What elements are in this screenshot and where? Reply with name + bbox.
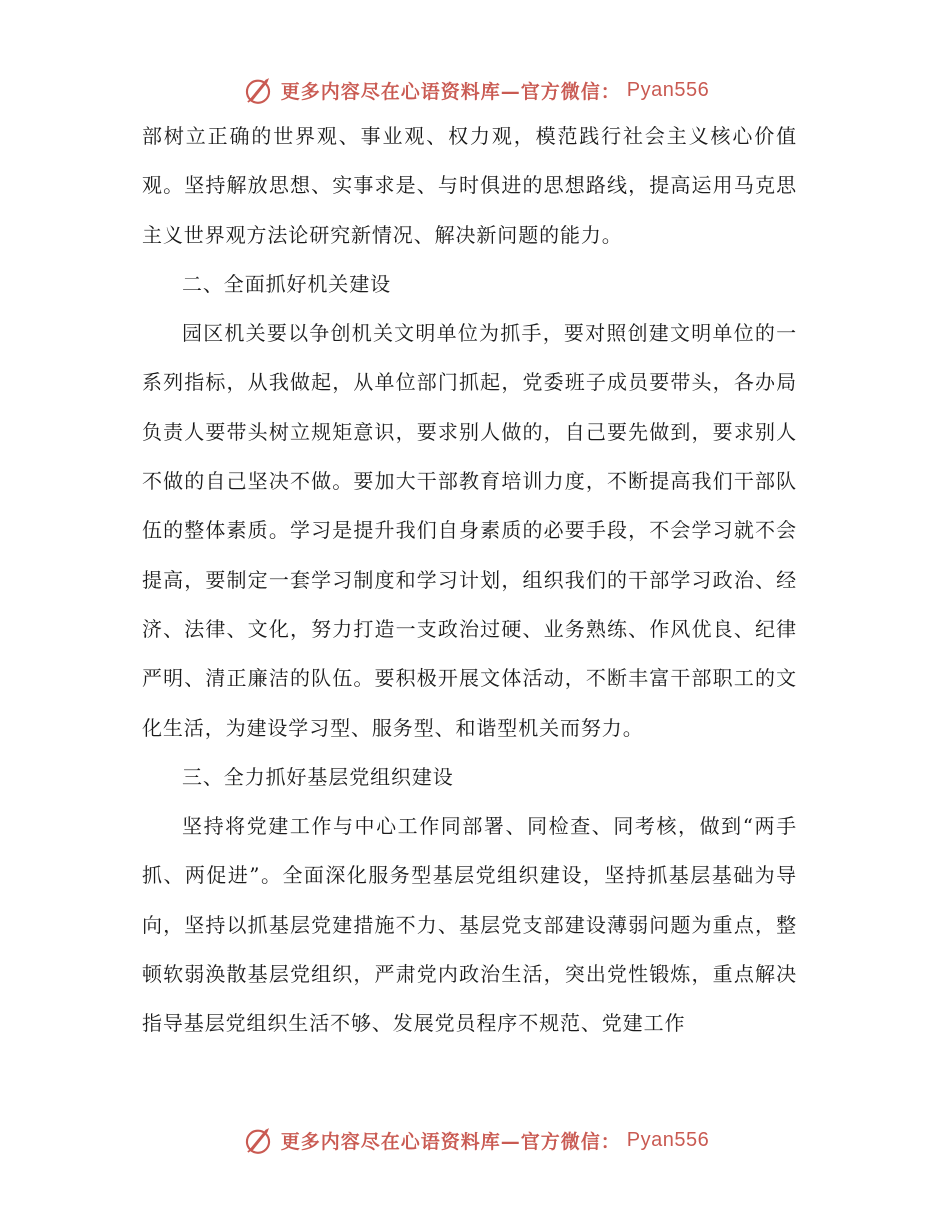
paragraph-3: 坚持将党建工作与中心工作同部署、同检查、同考核，做到“两手抓、两促进”。全面深化服务型基层党组织建设，坚持抓基层基础为导向，坚持以抓基层党建措施不力、基层党支部建设薄弱问题为重点，整顿软弱涣散基层党组织，严肃党内政治生活，突出党性锻炼，重点解决指导基层党组织生活不够、发展党员程序不规范、党建工作 bbox=[142, 814, 797, 1036]
footer-banner-text: 更多内容尽在心语资料库—官方微信： bbox=[280, 1130, 621, 1153]
paragraph-2: 园区机关要以争创机关文明单位为抓手，要对照创建文明单位的一系列指标，从我做起，从单位部门抓起，党委班子成员要带头，各办局负责人要带头树立规矩意识，要求别人做的，自己要先做到，要求别人不做的自己坚决不做。要加大干部教育培训力度，不断提高我们干部队伍的整体素质。学习是提升我们自身素质的必要手段，不会学习就不会提高，要制定一套学习制度和学习计划，组织我们的干部学习政治、经济、法律、文化，努力打造一支政治过硬、业务熟练、作风优良、纪律严明、清正廉洁的队伍。要积极开展文体活动，不断丰富干部职工的文化生活，为建设学习型、服务型、和谐型机关而努力。 bbox=[142, 321, 797, 740]
header-banner-text: 更多内容尽在心语资料库—官方微信： bbox=[280, 80, 621, 103]
document-body bbox=[142, 112, 797, 1049]
paragraph-continuation: 部树立正确的世界观、事业观、权力观，模范践行社会主义核心价值观。坚持解放思想、实事求是、与时俱进的思想路线，提高运用马克思主义世界观方法论研究新情况、解决新问题的能力。 bbox=[142, 124, 797, 247]
header-wechat-id: Pyan556 bbox=[626, 78, 710, 101]
quill-logo-icon bbox=[241, 1123, 275, 1157]
section-heading-3: 三、全力抓好基层党组织建设 bbox=[182, 764, 454, 789]
section-heading-2: 二、全面抓好机关建设 bbox=[182, 271, 391, 296]
header-banner bbox=[0, 70, 950, 110]
quill-logo-icon bbox=[241, 73, 275, 107]
footer-wechat-id: Pyan556 bbox=[626, 1128, 710, 1151]
footer-banner bbox=[0, 1120, 950, 1160]
